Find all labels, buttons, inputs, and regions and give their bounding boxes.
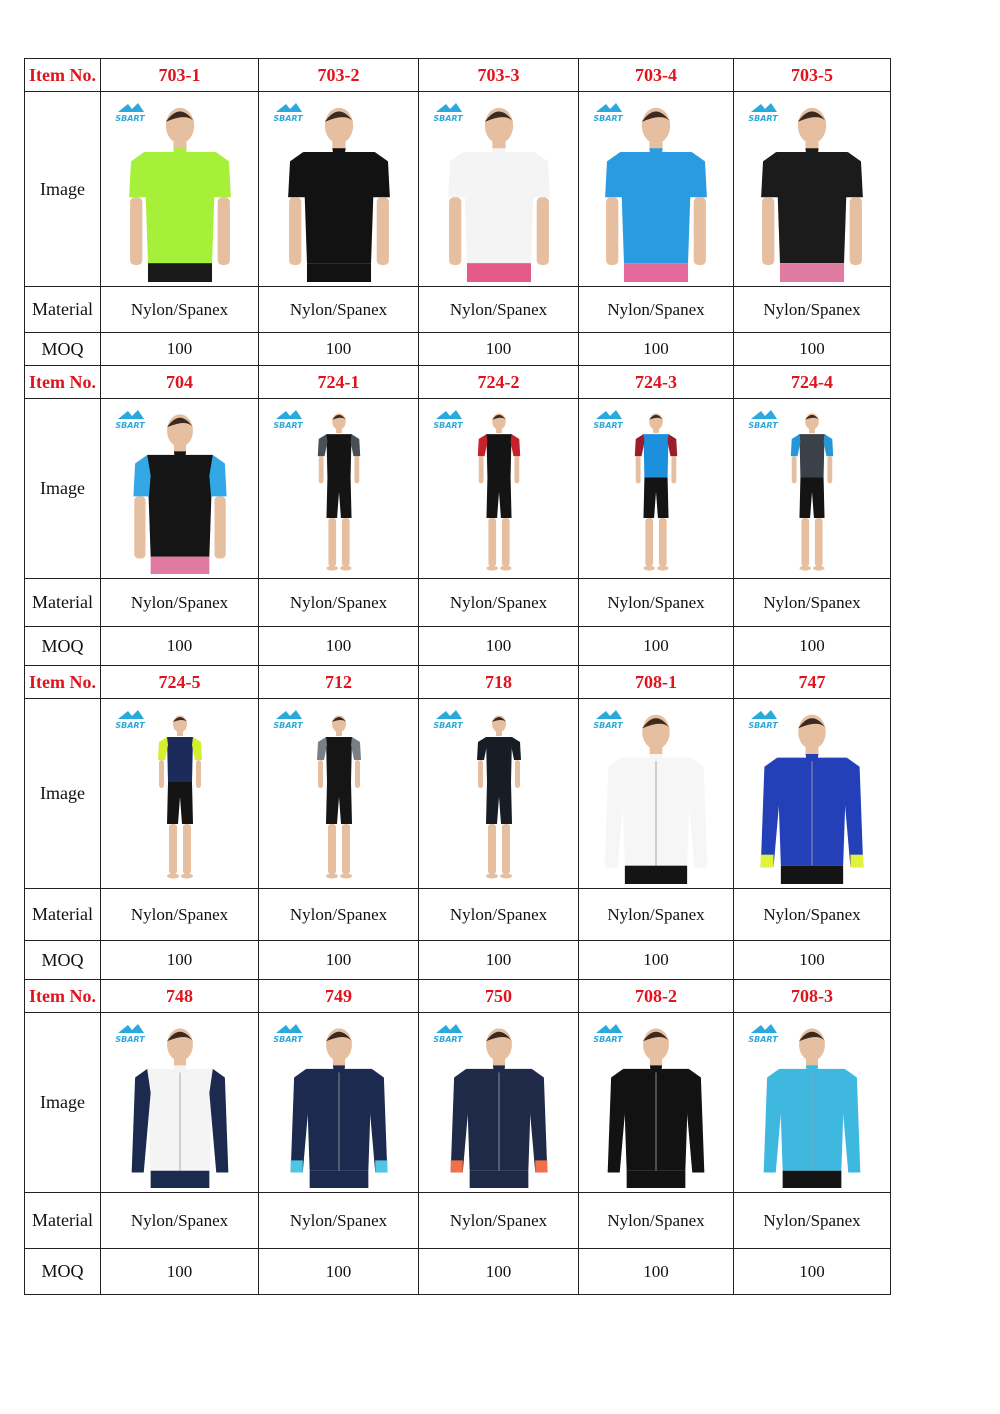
rashguard-model-figure (752, 103, 872, 282)
material-label: Material (25, 287, 101, 333)
material-value: Nylon/Spanex (259, 579, 419, 627)
product-image (419, 92, 579, 287)
brand-text: SBART (593, 1034, 623, 1044)
brand-text: SBART (115, 420, 145, 430)
moq-label: MOQ (25, 941, 101, 980)
moq-value: 100 (259, 941, 419, 980)
image-row (25, 399, 891, 579)
item-number-row (25, 980, 891, 1013)
item-number: 724-1 (259, 366, 419, 399)
product-image (579, 399, 734, 579)
item-number: 747 (734, 666, 891, 699)
rashguard-model-figure (752, 1024, 872, 1188)
moq-value: 100 (734, 941, 891, 980)
rashguard-model-figure (439, 1024, 559, 1188)
moq-value: 100 (101, 941, 259, 980)
product-image (101, 92, 259, 287)
rashguard-model-figure (596, 1024, 716, 1188)
rashguard-model-figure (145, 710, 215, 884)
moq-value: 100 (101, 1249, 259, 1295)
item-no-label: Item No. (25, 980, 101, 1013)
item-number: 724-5 (101, 666, 259, 699)
material-value: Nylon/Spanex (259, 287, 419, 333)
brand-text: SBART (273, 420, 303, 430)
material-value: Nylon/Spanex (259, 889, 419, 941)
item-number: 703-3 (419, 59, 579, 92)
product-image (259, 1013, 419, 1193)
rashguard-model-figure (439, 103, 559, 282)
material-value: Nylon/Spanex (101, 1193, 259, 1249)
moq-value: 100 (734, 333, 891, 366)
rashguard-model-figure (464, 710, 534, 884)
product-image (419, 399, 579, 579)
item-number: 724-2 (419, 366, 579, 399)
item-number: 724-4 (734, 366, 891, 399)
image-row (25, 1013, 891, 1193)
material-value: Nylon/Spanex (419, 1193, 579, 1249)
brand-text: SBART (273, 720, 303, 730)
moq-value: 100 (101, 627, 259, 666)
moq-value: 100 (259, 1249, 419, 1295)
material-row (25, 287, 891, 333)
item-number: 712 (259, 666, 419, 699)
brand-text: SBART (273, 1034, 303, 1044)
material-value: Nylon/Spanex (579, 579, 734, 627)
moq-value: 100 (419, 1249, 579, 1295)
material-value: Nylon/Spanex (734, 579, 891, 627)
item-no-label: Item No. (25, 59, 101, 92)
moq-row (25, 333, 891, 366)
material-value: Nylon/Spanex (419, 287, 579, 333)
product-image (419, 1013, 579, 1193)
product-image (734, 1013, 891, 1193)
material-row (25, 1193, 891, 1249)
item-number: 703-2 (259, 59, 419, 92)
product-image (734, 92, 891, 287)
moq-value: 100 (579, 1249, 734, 1295)
rashguard-model-figure (304, 710, 374, 884)
moq-value: 100 (579, 941, 734, 980)
brand-text: SBART (115, 113, 145, 123)
moq-value: 100 (419, 941, 579, 980)
material-value: Nylon/Spanex (419, 889, 579, 941)
brand-text: SBART (273, 113, 303, 123)
item-number: 708-2 (579, 980, 734, 1013)
material-row (25, 889, 891, 941)
rashguard-model-figure (279, 1024, 399, 1188)
image-row (25, 699, 891, 889)
image-row (25, 92, 891, 287)
brand-text: SBART (748, 1034, 778, 1044)
brand-text: SBART (593, 113, 623, 123)
material-value: Nylon/Spanex (734, 889, 891, 941)
item-number: 703-4 (579, 59, 734, 92)
moq-label: MOQ (25, 627, 101, 666)
item-number-row (25, 666, 891, 699)
moq-value: 100 (259, 627, 419, 666)
product-image (259, 699, 419, 889)
material-value: Nylon/Spanex (734, 1193, 891, 1249)
image-label: Image (25, 699, 101, 889)
brand-text: SBART (115, 720, 145, 730)
rashguard-model-figure (464, 410, 534, 574)
item-number: 724-3 (579, 366, 734, 399)
product-image (259, 399, 419, 579)
brand-text: SBART (593, 720, 623, 730)
moq-row (25, 627, 891, 666)
product-image (101, 699, 259, 889)
rashguard-model-figure (304, 410, 374, 574)
image-label: Image (25, 92, 101, 287)
item-no-label: Item No. (25, 666, 101, 699)
image-label: Image (25, 399, 101, 579)
material-value: Nylon/Spanex (101, 287, 259, 333)
rashguard-model-figure (621, 410, 691, 574)
item-number: 703-5 (734, 59, 891, 92)
item-number-row (25, 366, 891, 399)
item-number: 718 (419, 666, 579, 699)
product-image (579, 92, 734, 287)
moq-value: 100 (579, 333, 734, 366)
product-image (419, 699, 579, 889)
material-value: Nylon/Spanex (259, 1193, 419, 1249)
rashguard-model-figure (120, 410, 240, 574)
brand-text: SBART (433, 113, 463, 123)
product-image (579, 699, 734, 889)
brand-text: SBART (593, 420, 623, 430)
material-value: Nylon/Spanex (101, 889, 259, 941)
moq-row (25, 1249, 891, 1295)
material-label: Material (25, 579, 101, 627)
product-image (734, 699, 891, 889)
product-image (734, 399, 891, 579)
brand-text: SBART (433, 420, 463, 430)
rashguard-model-figure (120, 1024, 240, 1188)
moq-value: 100 (579, 627, 734, 666)
moq-value: 100 (259, 333, 419, 366)
item-number: 748 (101, 980, 259, 1013)
product-image (579, 1013, 734, 1193)
item-no-label: Item No. (25, 366, 101, 399)
moq-value: 100 (419, 627, 579, 666)
material-value: Nylon/Spanex (579, 287, 734, 333)
material-value: Nylon/Spanex (419, 579, 579, 627)
item-number: 703-1 (101, 59, 259, 92)
moq-value: 100 (101, 333, 259, 366)
moq-value: 100 (419, 333, 579, 366)
item-number: 708-1 (579, 666, 734, 699)
material-row (25, 579, 891, 627)
moq-label: MOQ (25, 333, 101, 366)
rashguard-model-figure (279, 103, 399, 282)
item-number: 704 (101, 366, 259, 399)
material-value: Nylon/Spanex (579, 1193, 734, 1249)
moq-label: MOQ (25, 1249, 101, 1295)
item-number: 749 (259, 980, 419, 1013)
material-value: Nylon/Spanex (579, 889, 734, 941)
brand-text: SBART (115, 1034, 145, 1044)
rashguard-model-figure (120, 103, 240, 282)
brand-text: SBART (433, 1034, 463, 1044)
material-label: Material (25, 1193, 101, 1249)
item-number-row (25, 59, 891, 92)
product-image (101, 399, 259, 579)
moq-row (25, 941, 891, 980)
product-catalog-table (24, 58, 891, 1295)
rashguard-model-figure (777, 410, 847, 574)
rashguard-model-figure (596, 103, 716, 282)
brand-text: SBART (748, 720, 778, 730)
material-value: Nylon/Spanex (734, 287, 891, 333)
rashguard-model-figure (596, 710, 716, 884)
material-value: Nylon/Spanex (101, 579, 259, 627)
brand-text: SBART (748, 420, 778, 430)
image-label: Image (25, 1013, 101, 1193)
item-number: 750 (419, 980, 579, 1013)
product-image (101, 1013, 259, 1193)
moq-value: 100 (734, 627, 891, 666)
product-image (259, 92, 419, 287)
brand-text: SBART (433, 720, 463, 730)
material-label: Material (25, 889, 101, 941)
item-number: 708-3 (734, 980, 891, 1013)
rashguard-model-figure (752, 710, 872, 884)
brand-text: SBART (748, 113, 778, 123)
moq-value: 100 (734, 1249, 891, 1295)
